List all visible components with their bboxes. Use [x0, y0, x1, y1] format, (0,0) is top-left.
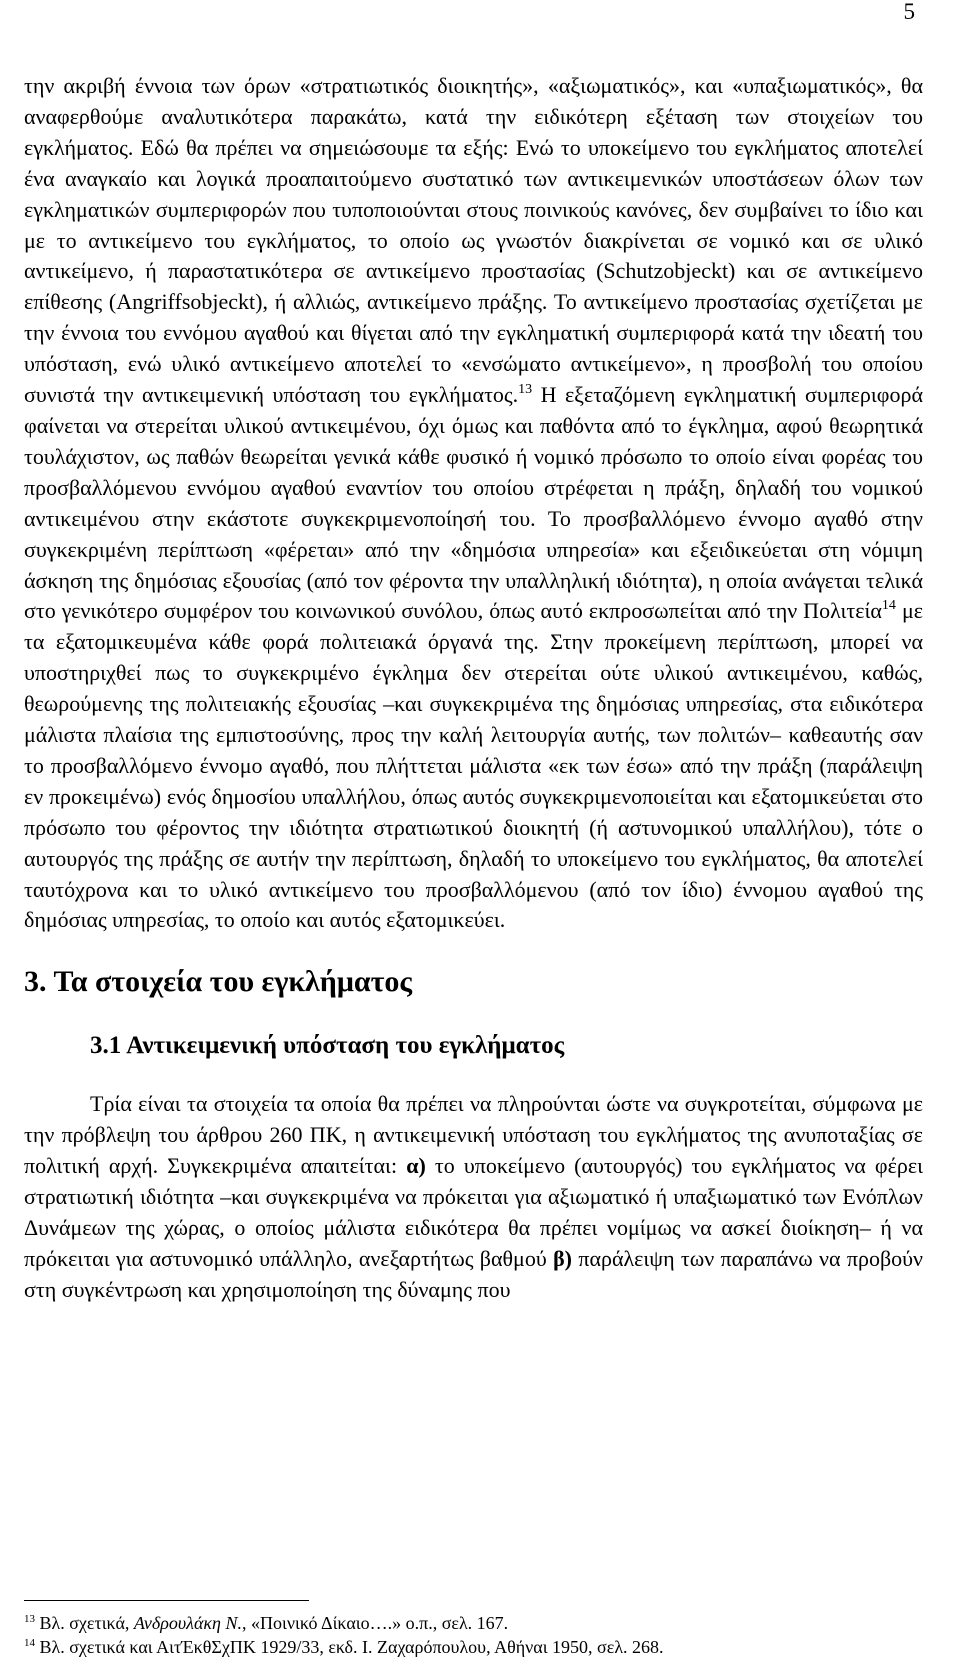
list-marker: α): [406, 1153, 426, 1179]
footnote-text: Βλ. σχετικά και ΑιτΈκθΣχΠΚ 1929/33, εκδ. Ι. Ζαχαρόπουλου, Αθήναι 1950, σελ. 268.: [35, 1637, 664, 1657]
paragraph-text: Τρία είναι τα στοιχεία τα οποία θα πρέπει να πληρούνται ώστε να συγκροτείται, σύμφωνα με την πρόβλεψη του άρθρου 260 ΠΚ, η αντικειμενική υπόσταση του εγκλήματος της ανυποταξίας σε πολιτική αρχή. Συγκεκριμένα απαιτείται:: [24, 1091, 923, 1179]
footnotes: [24, 1600, 923, 1659]
paragraph-text: Η εξεταζόμενη εγκληματική συμπεριφορά φαίνεται να στερείται υλικού αντικειμένου, όχι όμως και παθόντα από το έγκλημα, αφού θεωρητικά τουλάχιστον, ως παθών θεωρείται γενικά κάθε φυσικό ή νομικό πρόσωπο το οποίο είναι φορέας του προσβαλλόμενου εννόμου αγαθού εναντίον του οποίου στρέφεται η πράξη, δηλαδή του νομικού αντικειμένου στην εκάστοτε συγκεκριμενοποίησή του. Το προσβαλλόμενο έννομο αγαθό στην συγκεκριμένη περίπτωση «φέρεται» από την «δημόσια υπηρεσία» και εξειδικεύεται στη νόμιμη άσκηση της δημόσιας εξουσίας (από τον φέροντα την υπαλληλική ιδιότητα), η οποία ανάγεται τελικά στο γενικότερο συμφέρον του κοινωνικού συνόλου, όπως αυτό εκπροσωπείται από την Πολιτεία: [24, 382, 924, 624]
paragraph-text: παράλειψη των παραπάνω να προβούν στη συγκέντρωση και χρησιμοποίηση της δύναμης που: [24, 1245, 923, 1302]
paragraph-text: την ακριβή έννοια των όρων «στρατιωτικός διοικητής», «αξιωματικός», και «υπαξιωματικός», θα αναφερθούμε αναλυτικότερα παρακάτω, κατά την ειδικότερη εξέταση των στοιχείων του εγκλήματος. Εδώ θα πρέπει να σημειώσουμε τα εξής: Ενώ το υποκείμενο του εγκλήματος αποτελεί ένα αναγκαίο και λογικά προαπαιτούμενο συστατικό των αντικειμενικών υποστάσεων όλων των εγκληματικών συμπεριφορών που τυποποιούνται στους ποινικούς κανόνες, δεν συμβαίνει το ίδιο και με το αντικείμενο του εγκλήματος, το οποίο ως γνωστόν διακρίνεται σε νομικό και σε υλικό αντικείμενο, ή παραστατικότερα σε αντικείμενο προστασίας (Schutzobjeckt) και σε αντικείμενο επίθεσης (Angriffsobjeckt), ή αλλιώς, αντικείμενο πράξης. Το αντικείμενο προστασίας σχετίζεται με την έννοια του εννόμου αγαθού και θίγεται από την εγκληματική συμπεριφορά κατά την ιδεατή του υπόσταση, ενώ υλικό αντικείμενο αποτελεί το «ενσώματο αντικείμενο», η προσβολή του οποίου συνιστά την αντικειμενική υπόσταση του εγκλήματος.: [24, 73, 923, 408]
body-paragraph: [24, 1089, 923, 1305]
subsection-heading: 3.1 Αντικειμενική υπόσταση του εγκλήματος: [90, 1032, 565, 1060]
footnote-reference[interactable]: 13: [518, 382, 533, 398]
footnote: [24, 1635, 923, 1659]
page-number: 5: [903, 0, 915, 24]
body-paragraph: [24, 0, 923, 936]
footnote-number: 13: [24, 1613, 35, 1625]
paragraph-text: το υποκείμενο (αυτουργός) του εγκλήματος να φέρει στρατιωτική ιδιότητα –και συγκεκριμένα να πρόκειται για αξιωματικό ή υπαξιωματικό των Ενόπλων Δυνάμεων της χώρας, ο οποίος μάλιστα ειδικότερα θα πρέπει νομίμως να ασκεί διοίκηση– ή να πρόκειται για αστυνομικό υπάλληλο, ανεξαρτήτως βαθμού: [24, 1153, 923, 1271]
footnote-text: Βλ. σχετικά,: [35, 1613, 134, 1633]
footnote-number: 14: [24, 1637, 35, 1649]
footnote-author: Ανδρουλάκη Ν.: [133, 1613, 242, 1633]
footnote-separator: [24, 1600, 309, 1601]
list-marker: β): [553, 1245, 572, 1271]
footnote: [24, 1611, 923, 1635]
footnote-text: , «Ποινικό Δίκαιο….» ο.π., σελ. 167.: [242, 1613, 509, 1633]
footnote-reference[interactable]: 14: [881, 598, 896, 614]
paragraph-text: με τα εξατομικευμένα κάθε φορά πολιτειακά όργανά της. Στην προκείμενη περίπτωση, μπορεί να υποστηριχθεί πως το συγκεκριμένο έγκλημα δεν στερείται ούτε υλικού αντικειμένου, καθώς, θεωρούμενης της πολιτειακής εξουσίας –και συγκεκριμένα της δημόσιας υπηρεσίας, στα ειδικότερα μάλιστα πλαίσια της εμπιστοσύνης, προς την καλή λειτουργία αυτής, των πολιτών– καθεαυτής σαν το προσβαλλόμενο έννομο αγαθό, που πλήττεται μάλιστα «εκ των έσω» από την πράξη (παράλειψη εν προκειμένω) ενός δημοσίου υπαλλήλου, όπως αυτός συγκεκριμενοποιείται και εξατομικεύεται στο πρόσωπο του φέροντος την ιδιότητα στρατιωτικού διοικητή (ή αστυνομικού υπαλλήλου), τότε ο αυτουργός της πράξης σε αυτήν την περίπτωση, δηλαδή το υποκείμενο του εγκλήματος, θα αποτελεί ταυτόχρονα και το υλικό αντικείμενο του προσβαλλόμενου (από τον ίδιο) έννομου αγαθού της δημόσιας υπηρεσίας, το οποίο και αυτός εξατομικεύει.: [24, 598, 923, 933]
section-heading: 3. Τα στοιχεία του εγκλήματος: [24, 965, 413, 999]
